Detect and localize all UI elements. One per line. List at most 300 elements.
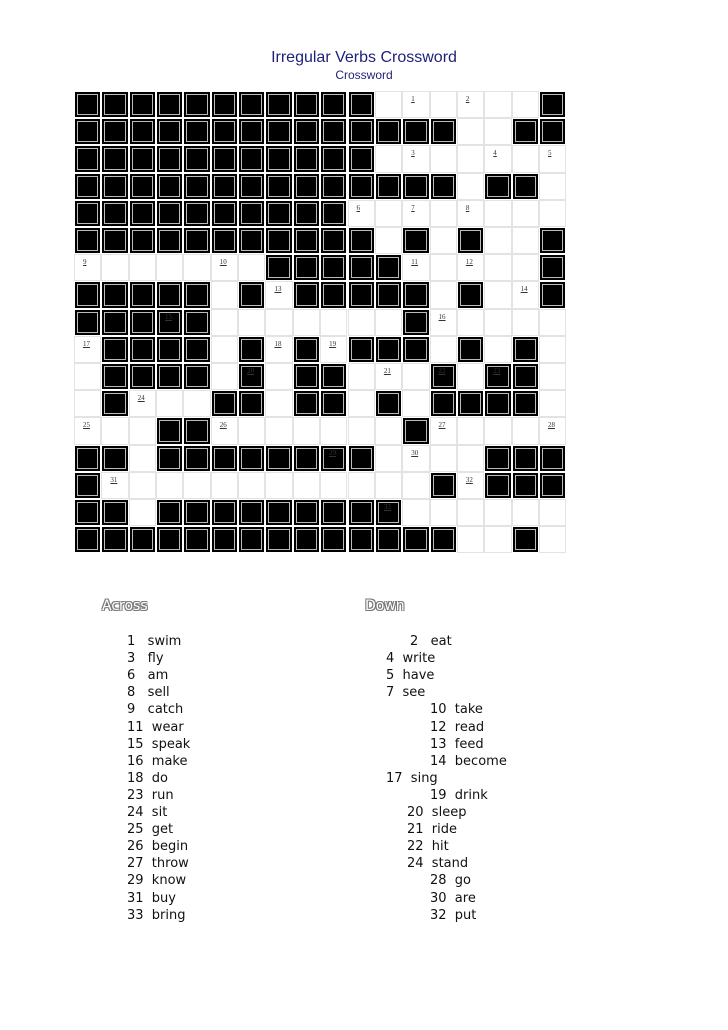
grid-block: [129, 227, 156, 254]
grid-block: [320, 173, 347, 200]
grid-cell[interactable]: [348, 390, 375, 417]
grid-cell[interactable]: [320, 336, 347, 363]
grid-block: [402, 336, 429, 363]
grid-cell[interactable]: [430, 499, 457, 526]
grid-block: [74, 145, 101, 172]
clue-number: 9: [83, 258, 87, 267]
grid-cell[interactable]: [539, 499, 566, 526]
clue-number: 2: [465, 95, 470, 103]
across-clue: 11 wear: [127, 719, 184, 735]
grid-block: [320, 118, 347, 145]
grid-block: [348, 173, 375, 200]
grid-cell[interactable]: [457, 254, 484, 281]
grid-block: [484, 445, 511, 472]
across-clue: 33 bring: [127, 907, 186, 923]
grid-block: [512, 390, 539, 417]
grid-block: [512, 336, 539, 363]
grid-block: [320, 445, 347, 472]
grid-block: [156, 118, 183, 145]
grid-cell[interactable]: [348, 417, 375, 444]
grid-block: [293, 363, 320, 390]
grid-block: [129, 363, 156, 390]
grid-block: [74, 173, 101, 200]
grid-block: [348, 254, 375, 281]
grid-cell[interactable]: [238, 472, 265, 499]
grid-cell[interactable]: [484, 200, 511, 227]
grid-cell[interactable]: [293, 417, 320, 444]
down-clue: 30 are: [430, 890, 476, 906]
grid-block: [156, 417, 183, 444]
clue-number: 13: [274, 285, 282, 294]
across-clue: 23 run: [127, 787, 174, 803]
grid-block: [101, 145, 128, 172]
across-clue: 25 get: [127, 822, 174, 838]
grid-cell[interactable]: [430, 91, 457, 118]
grid-cell[interactable]: [265, 390, 292, 417]
grid-block: [293, 173, 320, 200]
grid-cell[interactable]: [211, 336, 238, 363]
grid-block: [74, 200, 101, 227]
clue-number: 20: [247, 367, 255, 375]
grid-block: [402, 309, 429, 336]
grid-block: [293, 281, 320, 308]
grid-cell[interactable]: [320, 417, 347, 444]
grid-block: [156, 173, 183, 200]
clue-number: 30: [411, 448, 419, 457]
grid-cell[interactable]: [512, 281, 539, 308]
grid-block: [348, 227, 375, 254]
grid-cell[interactable]: [484, 281, 511, 308]
grid-cell[interactable]: [129, 445, 156, 472]
grid-cell[interactable]: [539, 526, 566, 553]
grid-block: [183, 309, 210, 336]
grid-cell[interactable]: [211, 472, 238, 499]
grid-block: [375, 526, 402, 553]
grid-cell[interactable]: [484, 499, 511, 526]
grid-cell[interactable]: [430, 200, 457, 227]
grid-block: [320, 91, 347, 118]
down-clue: 5 have: [386, 668, 435, 684]
across-clue: 9 catch: [127, 702, 184, 718]
grid-cell[interactable]: [484, 254, 511, 281]
grid-block: [265, 173, 292, 200]
grid-cell[interactable]: [375, 227, 402, 254]
grid-cell[interactable]: [375, 472, 402, 499]
grid-cell[interactable]: [484, 227, 511, 254]
grid-cell[interactable]: [512, 91, 539, 118]
grid-block: [129, 200, 156, 227]
grid-cell[interactable]: [211, 309, 238, 336]
grid-cell[interactable]: [539, 173, 566, 200]
grid-block: [539, 227, 566, 254]
grid-block: [156, 445, 183, 472]
grid-cell[interactable]: [183, 390, 210, 417]
grid-block: [539, 254, 566, 281]
grid-cell[interactable]: [211, 281, 238, 308]
grid-block: [74, 526, 101, 553]
grid-cell[interactable]: [375, 200, 402, 227]
grid-cell[interactable]: [402, 254, 429, 281]
grid-block: [156, 499, 183, 526]
grid-cell[interactable]: [512, 499, 539, 526]
down-clue: 4 write: [386, 651, 436, 667]
grid-cell[interactable]: [457, 417, 484, 444]
grid-cell[interactable]: [457, 309, 484, 336]
grid-block: [101, 91, 128, 118]
grid-block: [156, 336, 183, 363]
grid-block: [402, 118, 429, 145]
grid-block: [156, 227, 183, 254]
grid-block: [74, 91, 101, 118]
grid-block: [402, 417, 429, 444]
grid-cell[interactable]: [484, 118, 511, 145]
grid-block: [539, 118, 566, 145]
grid-block: [539, 91, 566, 118]
across-clue: 3 fly: [127, 651, 164, 667]
grid-block: [430, 526, 457, 553]
across-clue: 6 am: [127, 668, 169, 684]
grid-cell[interactable]: [129, 417, 156, 444]
grid-block: [183, 499, 210, 526]
grid-block: [348, 145, 375, 172]
grid-block: [457, 227, 484, 254]
grid-cell[interactable]: [402, 499, 429, 526]
grid-block: [183, 200, 210, 227]
grid-block: [348, 91, 375, 118]
grid-block: [129, 336, 156, 363]
grid-cell[interactable]: [430, 445, 457, 472]
grid-cell[interactable]: [183, 472, 210, 499]
grid-cell[interactable]: [457, 118, 484, 145]
grid-cell[interactable]: [265, 472, 292, 499]
grid-block: [293, 118, 320, 145]
grid-cell[interactable]: [238, 309, 265, 336]
grid-block: [183, 445, 210, 472]
grid-cell[interactable]: [484, 145, 511, 172]
clue-number: 5: [547, 149, 552, 158]
grid-block: [265, 227, 292, 254]
grid-cell[interactable]: [457, 472, 484, 499]
grid-cell[interactable]: [265, 336, 292, 363]
down-clue: 20 sleep: [407, 805, 467, 820]
grid-block: [101, 118, 128, 145]
grid-cell[interactable]: [238, 417, 265, 444]
clue-number: 18: [274, 339, 282, 348]
across-clue: 27 throw: [127, 856, 189, 872]
grid-block: [156, 200, 183, 227]
grid-block: [484, 472, 511, 499]
down-clue: 28 go: [430, 873, 472, 889]
grid-block: [129, 91, 156, 118]
grid-cell[interactable]: [484, 309, 511, 336]
grid-block: [265, 499, 292, 526]
grid-cell[interactable]: [402, 390, 429, 417]
grid-cell[interactable]: [101, 254, 128, 281]
grid-block: [238, 118, 265, 145]
grid-cell[interactable]: [457, 173, 484, 200]
grid-cell[interactable]: [512, 227, 539, 254]
grid-cell[interactable]: [183, 254, 210, 281]
grid-block: [238, 91, 265, 118]
clue-number: 17: [83, 339, 90, 348]
grid-cell[interactable]: [320, 309, 347, 336]
grid-cell[interactable]: [375, 145, 402, 172]
grid-cell[interactable]: [74, 254, 101, 281]
grid-block: [375, 281, 402, 308]
down-header: Down: [365, 598, 405, 614]
down-clue: 24 stand: [407, 856, 469, 872]
grid-block: [183, 281, 210, 308]
grid-block: [320, 200, 347, 227]
grid-cell[interactable]: [74, 363, 101, 390]
grid-cell[interactable]: [539, 417, 566, 444]
grid-cell[interactable]: [101, 472, 128, 499]
grid-cell[interactable]: [74, 390, 101, 417]
grid-block: [265, 91, 292, 118]
grid-cell[interactable]: [402, 200, 429, 227]
grid-block: [238, 363, 265, 390]
grid-cell[interactable]: [430, 417, 457, 444]
grid-cell[interactable]: [539, 200, 566, 227]
grid-cell[interactable]: [348, 309, 375, 336]
down-clue: 2 eat: [410, 634, 452, 649]
clue-number: 7: [411, 203, 415, 212]
page-subtitle: Crossword: [335, 68, 393, 82]
grid-cell[interactable]: [539, 363, 566, 390]
grid-cell[interactable]: [512, 417, 539, 444]
grid-block: [402, 281, 429, 308]
grid-cell[interactable]: [430, 227, 457, 254]
grid-block: [129, 309, 156, 336]
grid-cell[interactable]: [265, 417, 292, 444]
grid-cell[interactable]: [457, 499, 484, 526]
grid-block: [512, 445, 539, 472]
across-clue: 26 begin: [127, 839, 189, 855]
grid-cell[interactable]: [457, 445, 484, 472]
clue-number: 29: [329, 448, 337, 457]
grid-block: [430, 472, 457, 499]
grid-block: [375, 390, 402, 417]
grid-cell[interactable]: [457, 200, 484, 227]
grid-cell[interactable]: [293, 309, 320, 336]
grid-cell[interactable]: [320, 472, 347, 499]
grid-block: [156, 309, 183, 336]
grid-block: [101, 445, 128, 472]
grid-block: [430, 118, 457, 145]
clue-number: 14: [520, 285, 528, 294]
grid-block: [211, 118, 238, 145]
grid-cell[interactable]: [430, 281, 457, 308]
grid-cell[interactable]: [539, 309, 566, 336]
grid-cell[interactable]: [430, 145, 457, 172]
grid-block: [129, 118, 156, 145]
grid-block: [375, 336, 402, 363]
grid-block: [348, 499, 375, 526]
grid-cell[interactable]: [430, 309, 457, 336]
grid-block: [265, 145, 292, 172]
grid-cell[interactable]: [375, 309, 402, 336]
grid-cell[interactable]: [457, 145, 484, 172]
grid-cell[interactable]: [348, 363, 375, 390]
grid-cell[interactable]: [484, 417, 511, 444]
grid-block: [375, 173, 402, 200]
grid-block: [211, 499, 238, 526]
grid-block: [183, 526, 210, 553]
grid-cell[interactable]: [129, 254, 156, 281]
grid-block: [183, 227, 210, 254]
clue-number: 15: [165, 312, 173, 321]
clue-number: 32: [465, 475, 473, 484]
grid-block: [101, 200, 128, 227]
grid-cell[interactable]: [484, 91, 511, 118]
grid-block: [238, 227, 265, 254]
grid-cell[interactable]: [101, 417, 128, 444]
grid-cell[interactable]: [265, 281, 292, 308]
across-clue: 24 sit: [127, 805, 168, 820]
grid-cell[interactable]: [129, 499, 156, 526]
grid-cell[interactable]: [402, 445, 429, 472]
grid-cell[interactable]: [402, 145, 429, 172]
grid-cell[interactable]: [74, 417, 101, 444]
grid-block: [265, 118, 292, 145]
grid-block: [402, 526, 429, 553]
grid-block: [74, 281, 101, 308]
grid-cell[interactable]: [375, 445, 402, 472]
grid-cell[interactable]: [375, 91, 402, 118]
grid-block: [183, 417, 210, 444]
clue-number: 24: [137, 394, 145, 403]
grid-block: [156, 91, 183, 118]
grid-block: [320, 363, 347, 390]
grid-cell[interactable]: [238, 254, 265, 281]
grid-block: [129, 526, 156, 553]
clue-number: 10: [219, 258, 227, 267]
across-clue: 15 speak: [127, 736, 191, 752]
grid-cell[interactable]: [211, 363, 238, 390]
grid-cell[interactable]: [211, 417, 238, 444]
grid-block: [457, 281, 484, 308]
grid-cell[interactable]: [402, 363, 429, 390]
clue-number: 23: [493, 367, 501, 375]
grid-cell[interactable]: [74, 336, 101, 363]
grid-block: [238, 173, 265, 200]
grid-cell[interactable]: [129, 390, 156, 417]
grid-cell[interactable]: [156, 390, 183, 417]
grid-block: [183, 118, 210, 145]
grid-block: [211, 445, 238, 472]
clue-number: 3: [411, 149, 415, 158]
grid-cell[interactable]: [348, 472, 375, 499]
grid-block: [320, 526, 347, 553]
grid-cell[interactable]: [484, 336, 511, 363]
grid-cell[interactable]: [430, 336, 457, 363]
down-clue: 7 see: [386, 685, 426, 701]
grid-block: [74, 227, 101, 254]
clue-number: 6: [356, 203, 360, 212]
grid-cell[interactable]: [539, 390, 566, 417]
grid-block: [183, 336, 210, 363]
grid-block: [430, 173, 457, 200]
grid-block: [293, 336, 320, 363]
grid-cell[interactable]: [539, 145, 566, 172]
grid-block: [512, 363, 539, 390]
grid-block: [348, 336, 375, 363]
grid-cell[interactable]: [430, 254, 457, 281]
grid-block: [211, 200, 238, 227]
grid-block: [211, 390, 238, 417]
grid-cell[interactable]: [375, 417, 402, 444]
grid-block: [129, 145, 156, 172]
grid-cell[interactable]: [156, 472, 183, 499]
clue-number: 28: [547, 421, 555, 430]
down-clue: 22 hit: [407, 839, 449, 855]
grid-block: [375, 254, 402, 281]
grid-block: [183, 173, 210, 200]
grid-block: [320, 254, 347, 281]
grid-cell[interactable]: [512, 254, 539, 281]
clue-number: 11: [411, 258, 418, 267]
grid-block: [265, 526, 292, 553]
grid-cell[interactable]: [484, 526, 511, 553]
grid-cell[interactable]: [129, 472, 156, 499]
grid-cell[interactable]: [512, 145, 539, 172]
grid-cell[interactable]: [539, 336, 566, 363]
across-clue: 31 buy: [127, 890, 176, 906]
grid-block: [101, 363, 128, 390]
grid-block: [238, 390, 265, 417]
grid-block: [375, 118, 402, 145]
grid-block: [484, 363, 511, 390]
grid-cell[interactable]: [211, 254, 238, 281]
grid-cell[interactable]: [457, 363, 484, 390]
grid-cell[interactable]: [156, 254, 183, 281]
grid-block: [430, 363, 457, 390]
grid-block: [402, 173, 429, 200]
grid-block: [101, 227, 128, 254]
grid-block: [539, 445, 566, 472]
grid-block: [101, 390, 128, 417]
grid-cell[interactable]: [512, 309, 539, 336]
grid-block: [375, 499, 402, 526]
grid-cell[interactable]: [457, 91, 484, 118]
grid-block: [293, 390, 320, 417]
grid-block: [238, 145, 265, 172]
grid-block: [74, 309, 101, 336]
grid-block: [320, 145, 347, 172]
grid-cell[interactable]: [375, 363, 402, 390]
grid-cell[interactable]: [402, 91, 429, 118]
grid-block: [293, 227, 320, 254]
grid-cell[interactable]: [348, 200, 375, 227]
grid-cell[interactable]: [265, 309, 292, 336]
grid-cell[interactable]: [402, 472, 429, 499]
across-clue: 18 do: [127, 770, 169, 786]
grid-cell[interactable]: [293, 472, 320, 499]
grid-block: [101, 281, 128, 308]
grid-block: [539, 472, 566, 499]
clue-number: 4: [493, 149, 497, 158]
across-clue: 16 make: [127, 753, 188, 769]
grid-cell[interactable]: [265, 363, 292, 390]
grid-block: [320, 390, 347, 417]
grid-block: [512, 173, 539, 200]
grid-block: [293, 526, 320, 553]
grid-cell[interactable]: [457, 526, 484, 553]
clue-number: 21: [383, 367, 391, 375]
grid-cell[interactable]: [512, 200, 539, 227]
grid-block: [265, 445, 292, 472]
clue-number: 16: [438, 312, 446, 321]
